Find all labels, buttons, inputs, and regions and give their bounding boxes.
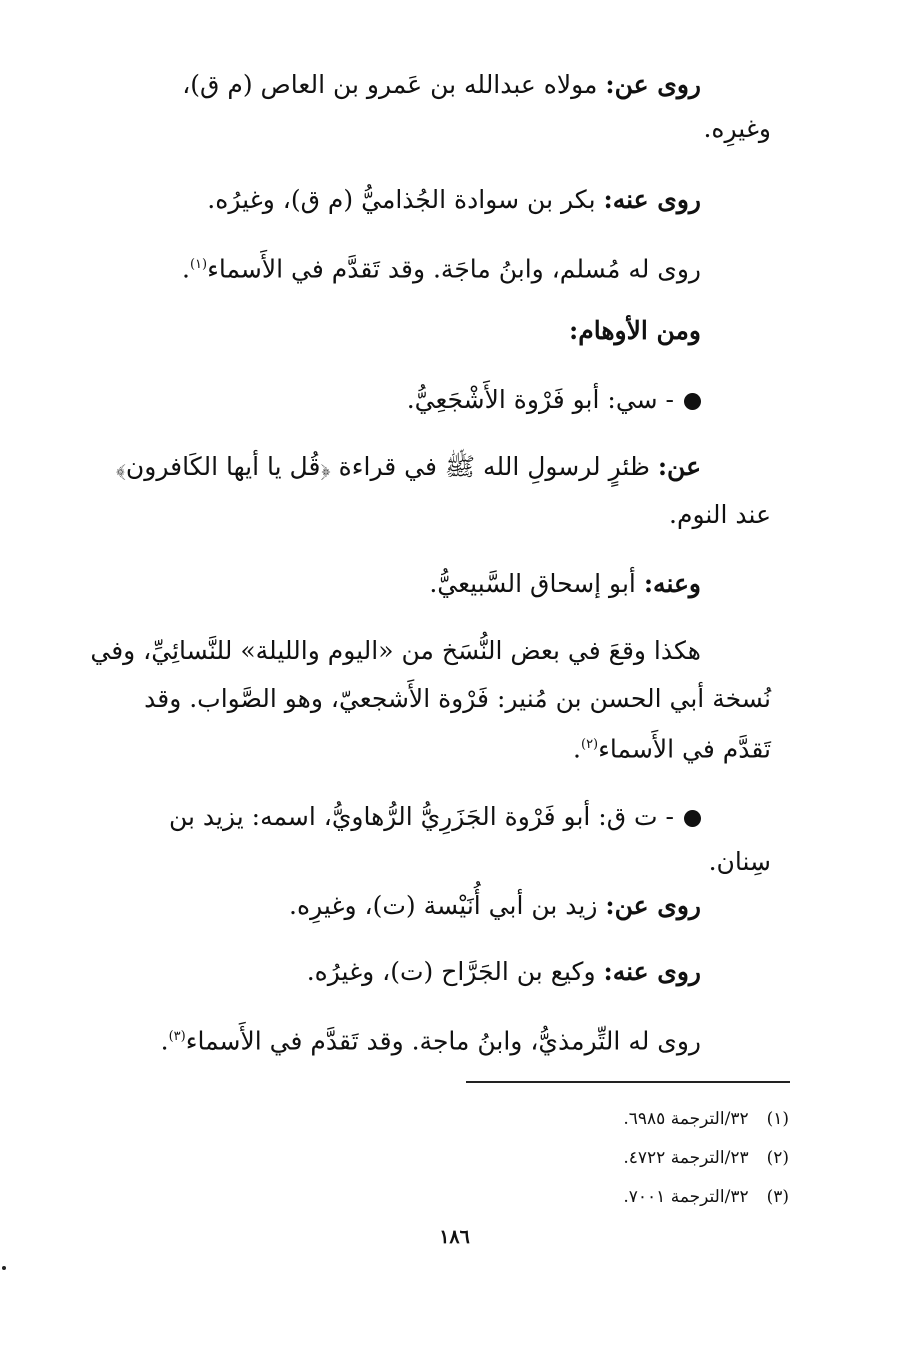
line-end: .	[160, 1026, 169, 1056]
line-text: عند النوم.	[669, 500, 771, 529]
line-text: ظئرٍ لرسولِ الله ﷺ في قراءة ﴿قُل يا أيها الكَافرون﴾	[115, 452, 650, 481]
line-text: هكذا وقعَ في بعض النُّسَخ من «اليوم والليلة» للنَّسائِيِّ، وفي	[90, 636, 701, 665]
text-line-1	[182, 68, 701, 102]
footnote-number: (١)	[766, 1109, 789, 1129]
text-line-5	[569, 314, 701, 348]
footnote-text: ٣٢/الترجمة ٦٩٨٥.	[623, 1109, 749, 1129]
footnote-1	[623, 1107, 789, 1131]
line-text: تَقدَّم في الأَسماء	[598, 734, 771, 764]
line-text: مولاه عبدالله بن عَمرو بن العاص (م ق)،	[182, 70, 598, 99]
line-text: أبو إسحاق السَّبيعيُّ.	[429, 569, 636, 598]
text-line-17	[161, 1020, 701, 1058]
footnote-ref-2[interactable]: (٢)	[580, 737, 599, 752]
text-line-7	[116, 450, 701, 484]
text-line-11	[144, 682, 771, 716]
line-end: .	[573, 734, 581, 764]
line-text: روى له التِّرمذيُّ، وابنُ ماجة. وقد تَقدَّم في الأَسماء	[185, 1026, 701, 1056]
footnote-divider	[466, 1081, 790, 1083]
line-text: زيد بن أبي أُنَيْسة (ت)، وغيرِه.	[289, 891, 598, 920]
footnote-ref-3[interactable]: (٣)	[168, 1029, 186, 1044]
text-line-13	[169, 800, 701, 834]
text-line-16	[307, 955, 701, 989]
line-text: وكيع بن الجَرَّاح (ت)، وغيرُه.	[306, 957, 596, 986]
text-line-9	[429, 567, 701, 601]
line-lead: روى عن:	[605, 891, 701, 920]
line-text: بكر بن سوادة الجُذاميُّ (م ق)، وغيرُه.	[207, 185, 596, 214]
footnote-number: (٣)	[766, 1187, 789, 1207]
line-text: - ت ق: أبو فَرْوة الجَزَرِيُّ الرُّهاويُّ، اسمه: يزيد بن	[168, 802, 674, 831]
text-line-12	[573, 728, 771, 766]
footnote-ref-1[interactable]: (١)	[189, 257, 208, 272]
text-line-6	[407, 383, 701, 417]
section-heading: ومن الأوهام:	[569, 316, 701, 345]
line-end: .	[181, 254, 190, 284]
bullet-icon	[684, 393, 701, 410]
text-line-4	[182, 248, 701, 286]
text-line-8	[669, 498, 771, 532]
footnote-number: (٢)	[766, 1148, 789, 1168]
footnote-text: ٣٢/الترجمة ٧٠٠١.	[623, 1187, 749, 1207]
line-text: نُسخة أبي الحسن بن مُنير: فَرْوة الأَشجعيّ، وهو الصَّواب. وقد	[144, 684, 771, 713]
line-lead: وعنه:	[643, 569, 701, 598]
line-text: روى له مُسلم، وابنُ ماجَة. وقد تَقدَّم في الأَسماء	[207, 254, 701, 284]
scan-speck	[2, 1266, 6, 1270]
line-lead: روى عنه:	[603, 957, 701, 986]
text-line-15	[289, 889, 701, 923]
line-lead: روى عن:	[605, 70, 701, 99]
line-lead: روى عنه:	[603, 185, 701, 214]
text-line-3	[207, 183, 701, 217]
text-line-10	[90, 634, 701, 668]
bullet-icon	[684, 810, 701, 827]
line-text: - سي: أبو فَرْوة الأَشْجَعِيُّ.	[406, 385, 674, 414]
page-number: ١٨٦	[439, 1226, 470, 1248]
line-text: وغيرِه.	[703, 114, 771, 143]
text-line-2	[703, 112, 771, 146]
footnote-2	[623, 1146, 789, 1170]
footnote-3	[623, 1185, 789, 1209]
footnote-text: ٢٣/الترجمة ٤٧٢٢.	[623, 1148, 749, 1168]
line-text: سِنان.	[708, 847, 771, 876]
text-line-14	[709, 845, 771, 879]
line-lead: عن:	[657, 452, 701, 481]
